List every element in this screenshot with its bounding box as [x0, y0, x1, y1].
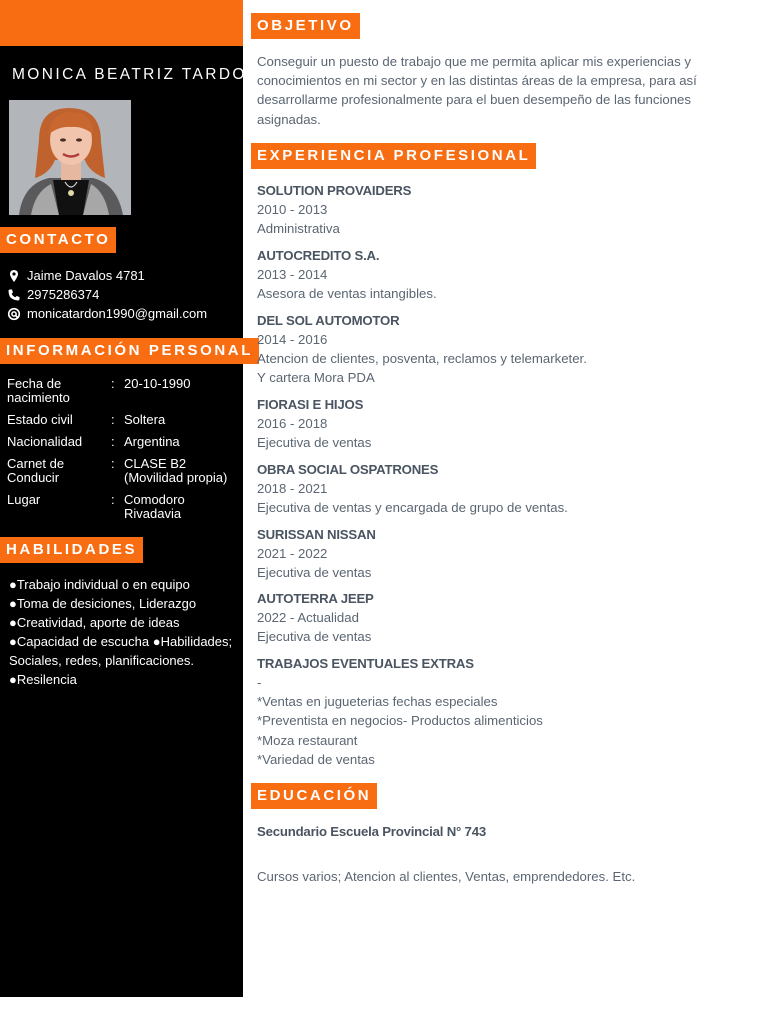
- email-link[interactable]: monicatardon1990@gmail.com: [27, 306, 208, 321]
- sidebar: [0, 0, 261, 997]
- pi-colon: :: [111, 492, 115, 507]
- contact-address: [7, 266, 145, 285]
- at-sign-icon: [7, 307, 21, 321]
- exp-company: AUTOTERRA JEEP: [257, 591, 374, 606]
- pi-label-civil-status: Estado civil: [7, 412, 73, 427]
- profile-photo: [9, 100, 131, 215]
- exp-role: Ejecutiva de ventas y encargada de grupo de ventas.: [257, 500, 568, 515]
- exp-period: 2014 - 2016: [257, 332, 328, 347]
- address-text: Jaime Davalos 4781: [27, 268, 145, 283]
- extras-item: *Preventista en negocios- Productos alimenticios: [257, 713, 543, 728]
- exp-role: Administrativa: [257, 221, 340, 236]
- contact-phone: [7, 285, 99, 304]
- exp-role: Ejecutiva de ventas: [257, 435, 372, 450]
- pi-label-license: Carnet de Conducir: [7, 456, 65, 485]
- pi-colon: :: [111, 376, 115, 391]
- extras-item: *Moza restaurant: [257, 733, 358, 748]
- personal-info-heading: INFORMACIÓN PERSONAL: [0, 338, 259, 364]
- exp-role: Asesora de ventas intangibles.: [257, 286, 437, 301]
- contact-email[interactable]: [7, 304, 207, 323]
- skills-list: ●Trabajo individual o en equipo ●Toma de desiciones, Liderazgo ●Creatividad, aporte de ideas ●Capacidad de escucha ●Habilidades; Sociales, redes, planificaciones. ●Resilencia: [9, 577, 233, 687]
- exp-role: Atencion de clientes, posventa, reclamos y telemarketer.: [257, 351, 587, 366]
- pi-colon: :: [111, 434, 115, 449]
- profile-photo-illustration: [9, 100, 131, 215]
- phone-icon: [7, 288, 21, 302]
- pi-colon: :: [111, 456, 115, 471]
- exp-period: 2016 - 2018: [257, 416, 328, 431]
- experience-heading: EXPERIENCIA PROFESIONAL: [251, 143, 536, 169]
- objective-heading: OBJETIVO: [251, 13, 360, 39]
- extras-item: *Ventas en jugueterias fechas especiales: [257, 694, 498, 709]
- sidebar-accent-bar: [0, 0, 243, 46]
- exp-company: OBRA SOCIAL OSPATRONES: [257, 462, 439, 477]
- pi-label-nationality: Nacionalidad: [7, 434, 83, 449]
- pi-value-civil-status: Soltera: [124, 412, 166, 427]
- contact-heading: CONTACTO: [0, 227, 116, 253]
- exp-period: 2021 - 2022: [257, 546, 328, 561]
- pi-label-birthdate: Fecha de nacimiento: [7, 376, 70, 405]
- exp-period: 2018 - 2021: [257, 481, 328, 496]
- education-school: Secundario Escuela Provincial N° 743: [257, 824, 486, 839]
- pi-value-nationality: Argentina: [124, 434, 180, 449]
- exp-company: SURISSAN NISSAN: [257, 527, 376, 542]
- pi-value-birthdate: 20-10-1990: [124, 376, 191, 391]
- exp-company: DEL SOL AUTOMOTOR: [257, 313, 400, 328]
- pi-colon: :: [111, 412, 115, 427]
- exp-company: FIORASI E HIJOS: [257, 397, 364, 412]
- full-name: MONICA BEATRIZ TARDON: [12, 66, 261, 83]
- exp-company: SOLUTION PROVAIDERS: [257, 183, 412, 198]
- pi-value-location: Comodoro Rivadavia: [124, 492, 185, 521]
- skills-heading: HABILIDADES: [0, 537, 143, 563]
- extras-title: TRABAJOS EVENTUALES EXTRAS: [257, 656, 474, 671]
- education-courses: Cursos varios; Atencion al clientes, Ventas, emprendedores. Etc.: [257, 869, 636, 884]
- exp-role: Ejecutiva de ventas: [257, 565, 372, 580]
- pi-label-location: Lugar: [7, 492, 41, 507]
- exp-period: 2013 - 2014: [257, 267, 328, 282]
- location-pin-icon: [7, 269, 21, 283]
- exp-period: 2022 - Actualidad: [257, 610, 359, 625]
- objective-text: Conseguir un puesto de trabajo que me permita aplicar mis experiencias y conocimientos en mi sector y en las distintas áreas de la empresa, para así desarrollarme profesionalmente para el buen desempeño de las funciones asignadas.: [257, 54, 697, 127]
- exp-role: Ejecutiva de ventas: [257, 629, 372, 644]
- extras-dash: -: [257, 675, 262, 690]
- extras-item: *Variedad de ventas: [257, 752, 375, 767]
- exp-period: 2010 - 2013: [257, 202, 328, 217]
- phone-text: 2975286374: [27, 287, 100, 302]
- education-heading: EDUCACIÓN: [251, 783, 377, 809]
- exp-role-line2: Y cartera Mora PDA: [257, 370, 375, 385]
- exp-company: AUTOCREDITO S.A.: [257, 248, 380, 263]
- pi-value-license: CLASE B2 (Movilidad propia): [124, 456, 228, 485]
